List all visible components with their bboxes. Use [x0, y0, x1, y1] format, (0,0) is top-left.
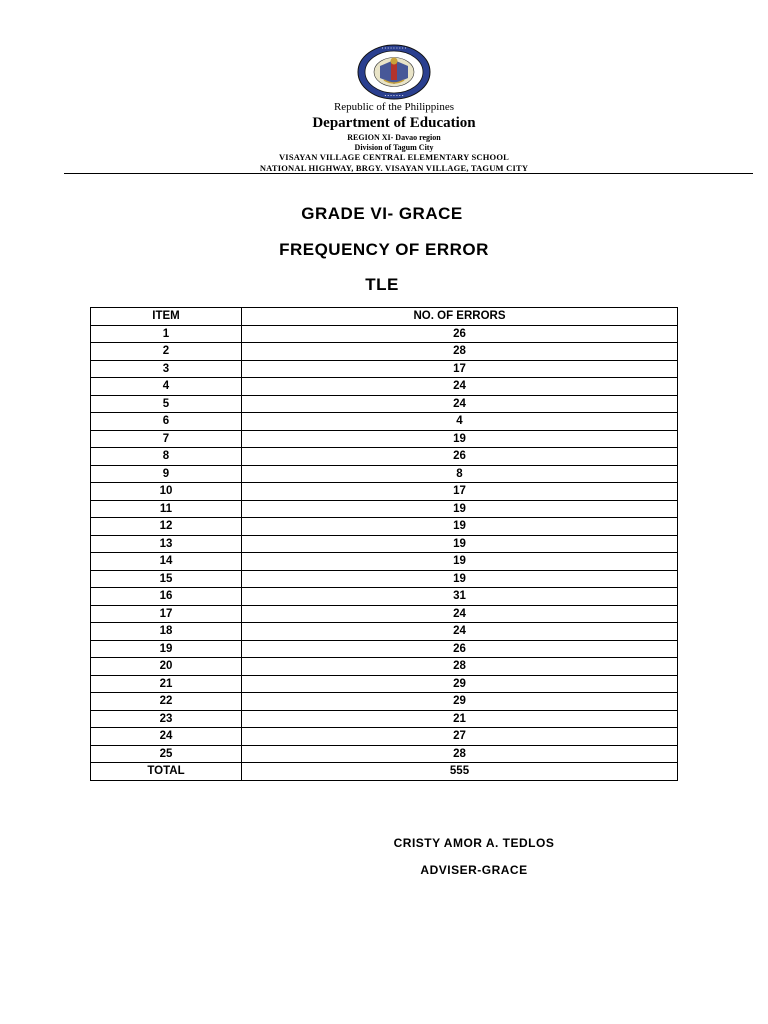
item-number-cell: 20 [91, 658, 242, 676]
table-row [91, 413, 678, 431]
table-row [91, 518, 678, 536]
header-divider [64, 173, 753, 174]
error-count-cell: 17 [242, 483, 678, 501]
table-row [91, 378, 678, 396]
error-count-cell: 26 [242, 448, 678, 466]
table-row [91, 623, 678, 641]
item-number-cell: 18 [91, 623, 242, 641]
table-row [91, 448, 678, 466]
error-count-cell: 26 [242, 325, 678, 343]
page-title-subject: TLE [365, 275, 399, 294]
table-row [91, 535, 678, 553]
item-number-cell: 11 [91, 500, 242, 518]
item-number-cell: 8 [91, 448, 242, 466]
item-number-cell: 17 [91, 605, 242, 623]
table-row [91, 745, 678, 763]
error-count-cell: 19 [242, 535, 678, 553]
school-address: NATIONAL HIGHWAY, BRGY. VISAYAN VILLAGE, TAGUM CITY [259, 163, 529, 173]
item-number-cell: 21 [91, 675, 242, 693]
table-row [91, 605, 678, 623]
error-count-cell: 24 [242, 605, 678, 623]
item-number-cell: 22 [91, 693, 242, 711]
error-count-cell: 21 [242, 710, 678, 728]
region-label: REGION XI- Davao region [347, 133, 441, 142]
error-count-cell: 17 [242, 360, 678, 378]
table-row [91, 570, 678, 588]
table-row [91, 588, 678, 606]
item-number-cell: 9 [91, 465, 242, 483]
item-number-cell: 14 [91, 553, 242, 571]
item-number-cell: 16 [91, 588, 242, 606]
table-row [91, 710, 678, 728]
item-number-cell: 1 [91, 325, 242, 343]
table-row [91, 658, 678, 676]
table-row [91, 483, 678, 501]
table-row [91, 693, 678, 711]
school-name: VISAYAN VILLAGE CENTRAL ELEMENTARY SCHOOL [278, 152, 510, 162]
column-header-errors: NO. OF ERRORS [242, 308, 678, 326]
table-row [91, 325, 678, 343]
error-count-cell: 19 [242, 553, 678, 571]
item-number-cell: 10 [91, 483, 242, 501]
total-value: 555 [242, 763, 678, 781]
item-number-cell: 23 [91, 710, 242, 728]
table-total-row [91, 763, 678, 781]
svg-text:• • • • • • • • •: • • • • • • • • • [381, 46, 407, 51]
error-count-cell: 4 [242, 413, 678, 431]
adviser-role: ADVISER-GRACE [420, 863, 528, 877]
department-name: Department of Education [312, 115, 476, 131]
error-count-cell: 24 [242, 378, 678, 396]
table-row [91, 553, 678, 571]
item-number-cell: 12 [91, 518, 242, 536]
item-number-cell: 6 [91, 413, 242, 431]
error-count-cell: 19 [242, 518, 678, 536]
error-count-cell: 19 [242, 430, 678, 448]
item-number-cell: 13 [91, 535, 242, 553]
item-number-cell: 7 [91, 430, 242, 448]
item-number-cell: 3 [91, 360, 242, 378]
table-row [91, 500, 678, 518]
error-count-cell: 28 [242, 343, 678, 361]
table-row [91, 430, 678, 448]
deped-seal-logo [356, 44, 432, 100]
error-count-cell: 27 [242, 728, 678, 746]
adviser-name: CRISTY AMOR A. TEDLOS [393, 836, 555, 850]
error-count-cell: 24 [242, 623, 678, 641]
table-row [91, 640, 678, 658]
item-number-cell: 5 [91, 395, 242, 413]
item-number-cell: 2 [91, 343, 242, 361]
item-number-cell: 15 [91, 570, 242, 588]
column-header-item: ITEM [91, 308, 242, 326]
error-count-cell: 29 [242, 693, 678, 711]
error-count-cell: 28 [242, 745, 678, 763]
error-count-cell: 8 [242, 465, 678, 483]
table-row [91, 360, 678, 378]
table-row [91, 728, 678, 746]
table-row [91, 465, 678, 483]
error-count-cell: 19 [242, 570, 678, 588]
error-count-cell: 31 [242, 588, 678, 606]
error-count-cell: 24 [242, 395, 678, 413]
table-body [91, 325, 678, 763]
error-count-cell: 29 [242, 675, 678, 693]
svg-text:• • • • • • •: • • • • • • • [384, 94, 404, 98]
table-row [91, 395, 678, 413]
total-label: TOTAL [91, 763, 242, 781]
error-count-cell: 19 [242, 500, 678, 518]
item-number-cell: 24 [91, 728, 242, 746]
item-number-cell: 25 [91, 745, 242, 763]
page-title-grade: GRADE VI- GRACE [301, 204, 463, 223]
error-count-cell: 28 [242, 658, 678, 676]
error-count-cell: 26 [242, 640, 678, 658]
table-row [91, 343, 678, 361]
table-header-row [91, 308, 678, 326]
page-title-frequency: FREQUENCY OF ERROR [279, 240, 489, 259]
frequency-table [90, 307, 678, 781]
division-label: Division of Tagum City [354, 143, 434, 152]
item-number-cell: 4 [91, 378, 242, 396]
item-number-cell: 19 [91, 640, 242, 658]
table-row [91, 675, 678, 693]
republic-label: Republic of the Philippines [333, 101, 455, 113]
